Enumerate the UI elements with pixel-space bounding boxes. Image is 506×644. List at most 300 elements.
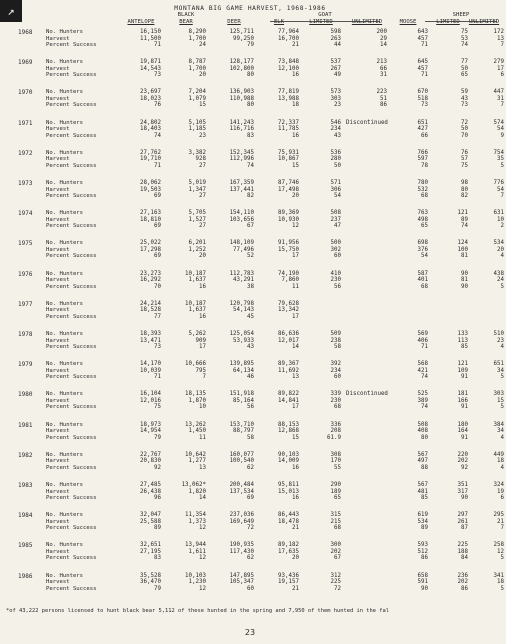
cell-elk: 77,964: [278, 29, 299, 35]
cell-elk: 17: [292, 253, 299, 260]
cell-antelope: 20,830: [140, 458, 161, 465]
cell-moose: 68: [421, 193, 428, 199]
cell-sheep-limited: 43: [461, 95, 468, 102]
cell-black-bear: 8,787: [188, 59, 206, 66]
cell-elk: 14,841: [278, 397, 299, 404]
cell-sheep-unlimited: 12: [497, 548, 504, 555]
cell-sheep-limited: 89: [461, 216, 468, 223]
cell-black-bear: 13,262: [185, 421, 206, 428]
cell-elk: 86,636: [278, 331, 299, 337]
cell-sheep-unlimited: 34: [497, 367, 504, 374]
row-label: Harvest: [46, 216, 70, 223]
cell-moose: 54: [421, 253, 428, 260]
cell-moose: 591: [417, 579, 428, 586]
cell-deer: 88,797: [233, 428, 254, 435]
cell-black-bear: 1,079: [188, 95, 206, 102]
cell-goat-limited: 60: [334, 374, 341, 381]
cell-sheep-limited: 181: [457, 391, 468, 398]
cell-deer: 200,484: [229, 482, 254, 488]
column-header-line: LIMITED: [436, 18, 460, 25]
cell-elk: 89,367: [278, 361, 299, 368]
cell-goat-limited: 72: [334, 585, 341, 592]
cell-antelope: 18,528: [140, 307, 161, 314]
row-label: Percent Success: [46, 253, 97, 260]
row-label: Percent Success: [46, 132, 97, 139]
cell-sheep-unlimited: 24: [497, 277, 504, 284]
cell-deer: 53,933: [233, 337, 254, 344]
cell-goat-limited: 230: [330, 277, 341, 284]
cell-deer: 167,359: [229, 180, 254, 186]
cell-antelope: 77: [154, 313, 161, 320]
cell-goat-limited: 56: [334, 283, 341, 290]
cell-elk: 16: [292, 72, 299, 79]
column-header-goat-limited: [299, 19, 343, 26]
year-label: 1983: [18, 482, 33, 489]
row-label: Harvest: [46, 35, 70, 42]
column-header-deer: [212, 19, 256, 26]
cell-moose: 643: [417, 29, 428, 35]
cell-deer: 152,345: [229, 149, 254, 156]
cell-sheep-unlimited: 303: [493, 391, 504, 398]
cell-black-bear: 1,870: [188, 397, 206, 404]
cell-sheep-unlimited: 5: [500, 585, 504, 592]
cell-deer: 52: [247, 253, 254, 260]
cell-goat-limited: 312: [330, 572, 341, 579]
row-label: No. Hunters: [46, 391, 84, 398]
cell-deer: 151,918: [229, 391, 254, 398]
cell-elk: 13: [292, 374, 299, 381]
cell-black-bear: 14: [199, 495, 206, 501]
cell-goat-unlimited: Discontinued: [346, 119, 388, 126]
cell-moose: 427: [417, 126, 428, 133]
cell-sheep-limited: 109: [457, 367, 468, 374]
cell-moose: 508: [417, 421, 428, 428]
cell-antelope: 16,104: [140, 391, 161, 398]
column-header-line: BLACK: [177, 12, 195, 18]
year-block-1968: [0, 29, 504, 60]
cell-antelope: 74: [154, 132, 161, 139]
cell-sheep-limited: 84: [461, 555, 468, 562]
cell-moose: 389: [417, 397, 428, 404]
year-block-1984: [0, 512, 504, 543]
cell-sheep-unlimited: 6: [500, 495, 504, 501]
year-block-1986: [0, 572, 504, 604]
cell-antelope: 96: [154, 495, 161, 501]
cell-moose: 408: [417, 428, 428, 435]
cell-sheep-limited: 180: [457, 421, 468, 428]
cell-goat-limited: 308: [330, 451, 341, 458]
cell-sheep-limited: 59: [461, 89, 468, 96]
cell-goat-limited: 55: [334, 464, 341, 471]
cell-moose: 74: [421, 374, 428, 381]
cell-goat-limited: 23: [334, 102, 341, 109]
year-label: 1969: [18, 59, 33, 67]
cell-black-bear: 24: [199, 42, 206, 48]
cell-goat-limited: 47: [334, 223, 341, 230]
column-header-line: LIMITED: [309, 18, 333, 25]
cell-sheep-unlimited: 438: [493, 270, 504, 277]
cell-goat-limited: 302: [330, 246, 341, 253]
cell-elk: 10,867: [278, 156, 299, 163]
cell-goat-unlimited: Discontinued: [346, 391, 388, 398]
cell-elk: 11,785: [278, 126, 299, 133]
cell-elk: 89,369: [278, 210, 299, 217]
cell-sheep-unlimited: 754: [493, 149, 504, 156]
cell-elk: 12,017: [278, 337, 299, 344]
cell-sheep-limited: 65: [461, 72, 468, 79]
cell-goat-limited: 170: [330, 458, 341, 465]
cell-black-bear: 795: [195, 367, 206, 374]
row-label: Percent Success: [46, 525, 97, 532]
cell-goat-unlimited: 31: [380, 72, 387, 79]
cell-antelope: 71: [154, 162, 161, 169]
cell-antelope: 12,016: [140, 397, 161, 404]
cell-sheep-limited: 98: [461, 180, 468, 186]
cell-goat-unlimited: 200: [376, 29, 387, 35]
row-label: Percent Success: [46, 42, 97, 48]
cell-goat-unlimited: 223: [376, 89, 387, 96]
cell-deer: 67: [247, 223, 254, 230]
cell-elk: 90,103: [278, 451, 299, 458]
cell-deer: 237,036: [229, 512, 254, 519]
page-number: 23: [244, 628, 256, 637]
cell-goat-limited: 306: [330, 186, 341, 193]
cell-elk: 15,750: [278, 246, 299, 253]
cell-sheep-limited: 74: [461, 42, 468, 48]
cell-elk: 93,436: [278, 572, 299, 579]
cell-deer: 80: [247, 72, 254, 79]
cell-sheep-limited: 50: [461, 126, 468, 133]
cell-antelope: 18,810: [140, 216, 161, 223]
cell-antelope: 27,163: [140, 210, 161, 217]
cell-sheep-limited: 90: [461, 283, 468, 290]
row-label: Harvest: [46, 488, 70, 495]
cell-sheep-unlimited: 18: [497, 458, 504, 465]
goat-label: GOAT: [318, 12, 332, 18]
cell-antelope: 10,039: [140, 367, 161, 374]
cell-sheep-limited: 70: [461, 132, 468, 139]
cell-moose: 376: [417, 246, 428, 253]
cell-black-bear: 20: [199, 72, 206, 79]
cell-goat-unlimited: 29: [380, 35, 387, 42]
cell-sheep-limited: 50: [461, 65, 468, 72]
row-label: No. Hunters: [46, 210, 84, 217]
cell-sheep-limited: 133: [457, 331, 468, 337]
cell-elk: 89,182: [278, 542, 299, 549]
cell-sheep-unlimited: 5: [500, 162, 504, 169]
cell-goat-limited: 508: [330, 210, 341, 217]
cell-goat-limited: 546: [330, 119, 341, 126]
cell-deer: 117,430: [229, 548, 254, 555]
cell-goat-limited: 300: [330, 542, 341, 549]
cell-sheep-unlimited: 4: [500, 464, 504, 471]
cell-sheep-unlimited: 35: [497, 156, 504, 163]
cell-deer: 62: [247, 555, 254, 562]
cell-moose: 90: [421, 585, 428, 592]
year-label: 1982: [18, 451, 33, 459]
cell-goat-limited: 225: [330, 579, 341, 586]
cell-deer: 43,291: [233, 277, 254, 284]
cell-goat-limited: 238: [330, 337, 341, 344]
year-label: 1971: [18, 119, 33, 127]
cell-elk: 19,157: [278, 579, 299, 586]
cell-sheep-unlimited: 10: [497, 216, 504, 223]
cell-moose: 74: [421, 404, 428, 411]
row-label: No. Hunters: [46, 270, 84, 277]
cell-sheep-limited: 188: [457, 548, 468, 555]
cell-black-bear: 1,700: [188, 35, 206, 42]
cell-deer: 141,243: [229, 119, 254, 126]
cell-deer: 80: [247, 102, 254, 109]
cell-sheep-limited: 100: [457, 246, 468, 253]
cell-moose: 567: [417, 451, 428, 458]
cell-antelope: 19,710: [140, 156, 161, 163]
column-header-line: UNLIMITED: [351, 18, 383, 25]
cell-deer: 169,649: [229, 518, 254, 525]
cell-black-bear: 11: [199, 434, 206, 441]
cell-black-bear: 909: [195, 337, 206, 344]
cell-goat-unlimited: 86: [380, 102, 387, 109]
cell-moose: 698: [417, 240, 428, 247]
cell-sheep-limited: 81: [461, 277, 468, 284]
cell-sheep-limited: 164: [457, 428, 468, 435]
cell-sheep-unlimited: 384: [493, 421, 504, 428]
year-block-1969: [0, 59, 504, 90]
cell-elk: 13,988: [278, 95, 299, 102]
cell-antelope: 17,298: [140, 246, 161, 253]
cell-black-bear: 5,105: [188, 119, 206, 126]
cell-goat-limited: 339: [330, 391, 341, 398]
cell-sheep-limited: 91: [461, 434, 468, 441]
cell-sheep-unlimited: 19: [497, 488, 504, 495]
cell-sheep-unlimited: 295: [493, 512, 504, 519]
cell-goat-unlimited: 213: [376, 59, 387, 66]
cell-moose: 78: [421, 162, 428, 169]
cell-sheep-limited: 72: [461, 119, 468, 126]
cell-moose: 497: [417, 458, 428, 465]
cell-antelope: 19,503: [140, 186, 161, 193]
cell-deer: 154,110: [229, 210, 254, 217]
cell-sheep-unlimited: 279: [493, 59, 504, 66]
cell-black-bear: 1,277: [188, 458, 206, 465]
cell-goat-limited: 303: [330, 95, 341, 102]
year-block-1980: [0, 391, 504, 422]
cell-deer: 112,996: [229, 156, 254, 163]
row-label: No. Hunters: [46, 542, 84, 549]
cell-deer: 58: [247, 434, 254, 441]
cell-elk: 95,811: [278, 482, 299, 488]
year-label: 1986: [18, 572, 33, 580]
cell-goat-limited: 500: [330, 240, 341, 247]
sheep-label: SHEEP: [452, 12, 470, 18]
cell-elk: 16,700: [278, 35, 299, 42]
row-label: Harvest: [46, 246, 70, 253]
column-header-line: DEER: [227, 18, 241, 25]
cell-goat-limited: 44: [334, 42, 341, 48]
cell-antelope: 35,528: [140, 572, 161, 579]
page-title: MONTANA BIG GAME HARVEST, 1968-1986: [174, 5, 326, 12]
column-header-line: MOOSE: [399, 18, 417, 25]
cell-moose: 401: [417, 277, 428, 284]
row-label: Percent Success: [46, 313, 97, 320]
cell-sheep-unlimited: 5: [500, 283, 504, 290]
cell-elk: 17,635: [278, 548, 299, 555]
year-block-1978: [0, 331, 504, 362]
row-label: Percent Success: [46, 555, 97, 562]
cell-goat-limited: 208: [330, 428, 341, 435]
cell-elk: 18: [292, 102, 299, 109]
cell-sheep-limited: 113: [457, 337, 468, 344]
cell-elk: 16: [292, 132, 299, 139]
cell-deer: 105,347: [229, 579, 254, 586]
cell-antelope: 27,762: [140, 149, 161, 156]
row-label: Harvest: [46, 428, 70, 435]
cell-moose: 481: [417, 488, 428, 495]
year-block-1971: [0, 119, 504, 151]
cell-antelope: 16,292: [140, 277, 161, 284]
row-label: Percent Success: [46, 404, 97, 411]
cell-sheep-limited: 74: [461, 223, 468, 230]
cell-antelope: 73: [154, 72, 161, 79]
cell-elk: 16: [292, 464, 299, 471]
cell-moose: 780: [417, 180, 428, 186]
cell-black-bear: 10,103: [185, 572, 206, 579]
cell-deer: 110,988: [229, 95, 254, 102]
cell-sheep-unlimited: 324: [493, 482, 504, 488]
cell-moose: 71: [421, 344, 428, 350]
cell-black-bear: 27: [199, 162, 206, 169]
cell-sheep-unlimited: 20: [497, 246, 504, 253]
cell-black-bear: 1,373: [188, 518, 206, 525]
year-label: 1980: [18, 391, 33, 399]
cell-moose: 567: [417, 482, 428, 488]
cell-goat-unlimited: 14: [380, 42, 387, 48]
cell-black-bear: 7: [202, 374, 206, 381]
cell-deer: 43: [247, 344, 254, 350]
cell-goat-limited: 65: [334, 495, 341, 501]
row-label: Percent Success: [46, 464, 97, 471]
cell-antelope: 79: [154, 434, 161, 441]
cell-deer: 54,143: [233, 307, 254, 314]
cell-black-bear: 6,201: [188, 240, 206, 247]
cell-antelope: 27,485: [140, 482, 161, 488]
year-block-1973: [0, 180, 504, 211]
cell-goat-limited: 537: [330, 59, 341, 66]
cell-antelope: 69: [154, 253, 161, 260]
cell-sheep-limited: 225: [457, 542, 468, 549]
cell-sheep-limited: 121: [457, 210, 468, 217]
cell-elk: 17: [292, 404, 299, 411]
cell-goat-limited: 410: [330, 270, 341, 277]
row-label: No. Hunters: [46, 572, 84, 579]
cell-antelope: 19,871: [140, 59, 161, 66]
cell-deer: 147,895: [229, 572, 254, 579]
cell-black-bear: 5,019: [188, 180, 206, 186]
cell-goat-limited: 68: [334, 525, 341, 532]
cell-sheep-limited: 82: [461, 193, 468, 199]
cell-elk: 77,819: [278, 89, 299, 96]
cell-elk: 20: [292, 555, 299, 562]
cell-black-bear: 27: [199, 193, 206, 199]
row-label: Percent Success: [46, 162, 97, 169]
cell-moose: 86: [421, 555, 428, 562]
cell-sheep-unlimited: 2: [500, 223, 504, 230]
cell-antelope: 14,170: [140, 361, 161, 368]
cell-elk: 16: [292, 495, 299, 501]
cell-black-bear: 27: [199, 223, 206, 230]
row-label: No. Hunters: [46, 240, 84, 247]
row-label: Harvest: [46, 458, 70, 465]
year-label: 1972: [18, 149, 33, 157]
cell-deer: 128,177: [229, 59, 254, 66]
cell-moose: 88: [421, 464, 428, 471]
cell-black-bear: 1,637: [188, 277, 206, 284]
cell-goat-limited: 571: [330, 180, 341, 186]
row-label: Harvest: [46, 126, 70, 133]
cell-sheep-unlimited: 9: [500, 132, 504, 139]
cell-goat-limited: 234: [330, 367, 341, 374]
row-label: No. Hunters: [46, 451, 84, 458]
cell-sheep-limited: 297: [457, 512, 468, 519]
cell-moose: 670: [417, 89, 428, 96]
cell-black-bear: 7,204: [188, 89, 206, 96]
cell-sheep-limited: 57: [461, 156, 468, 163]
cell-black-bear: 20: [199, 253, 206, 260]
year-block-1977: [0, 301, 500, 332]
cell-deer: 125,054: [229, 331, 254, 337]
cell-black-bear: 17: [199, 344, 206, 350]
cell-black-bear: 16: [199, 283, 206, 290]
cell-sheep-unlimited: 4: [500, 253, 504, 260]
cell-sheep-unlimited: 172: [493, 29, 504, 35]
cell-goat-limited: 215: [330, 518, 341, 525]
row-label: Percent Success: [46, 344, 97, 350]
year-block-1979: [0, 361, 504, 392]
cell-moose: 518: [417, 95, 428, 102]
cell-elk: 21: [292, 525, 299, 532]
cell-deer: 116,716: [229, 126, 254, 133]
cell-black-bear: 13: [199, 464, 206, 471]
cell-deer: 148,109: [229, 240, 254, 247]
cell-antelope: 32,047: [140, 512, 161, 519]
cell-sheep-limited: 92: [461, 464, 468, 471]
year-label: 1970: [18, 89, 33, 97]
cell-deer: 56: [247, 404, 254, 411]
cell-goat-limited: 43: [334, 132, 341, 139]
cell-antelope: 18,973: [140, 421, 161, 428]
cell-antelope: 14,954: [140, 428, 161, 435]
cell-elk: 13,342: [278, 307, 299, 314]
cell-moose: 651: [417, 119, 428, 126]
cell-antelope: 71: [154, 374, 161, 381]
cell-deer: 153,710: [229, 421, 254, 428]
cell-deer: 77,496: [233, 246, 254, 253]
year-block-1975: [0, 240, 504, 271]
cell-black-bear: 10: [199, 404, 206, 411]
cell-elk: 86,443: [278, 512, 299, 519]
row-label: No. Hunters: [46, 180, 84, 186]
cell-moose: 525: [417, 391, 428, 398]
cell-elk: 11: [292, 283, 299, 290]
year-label: 1979: [18, 361, 33, 369]
cell-moose: 89: [421, 525, 428, 532]
cell-black-bear: 1,637: [188, 307, 206, 314]
cell-moose: 85: [421, 495, 428, 501]
cell-antelope: 18,403: [140, 126, 161, 133]
cell-black-bear: 928: [195, 156, 206, 163]
cell-elk: 10,930: [278, 216, 299, 223]
cell-black-bear: 16: [199, 313, 206, 320]
